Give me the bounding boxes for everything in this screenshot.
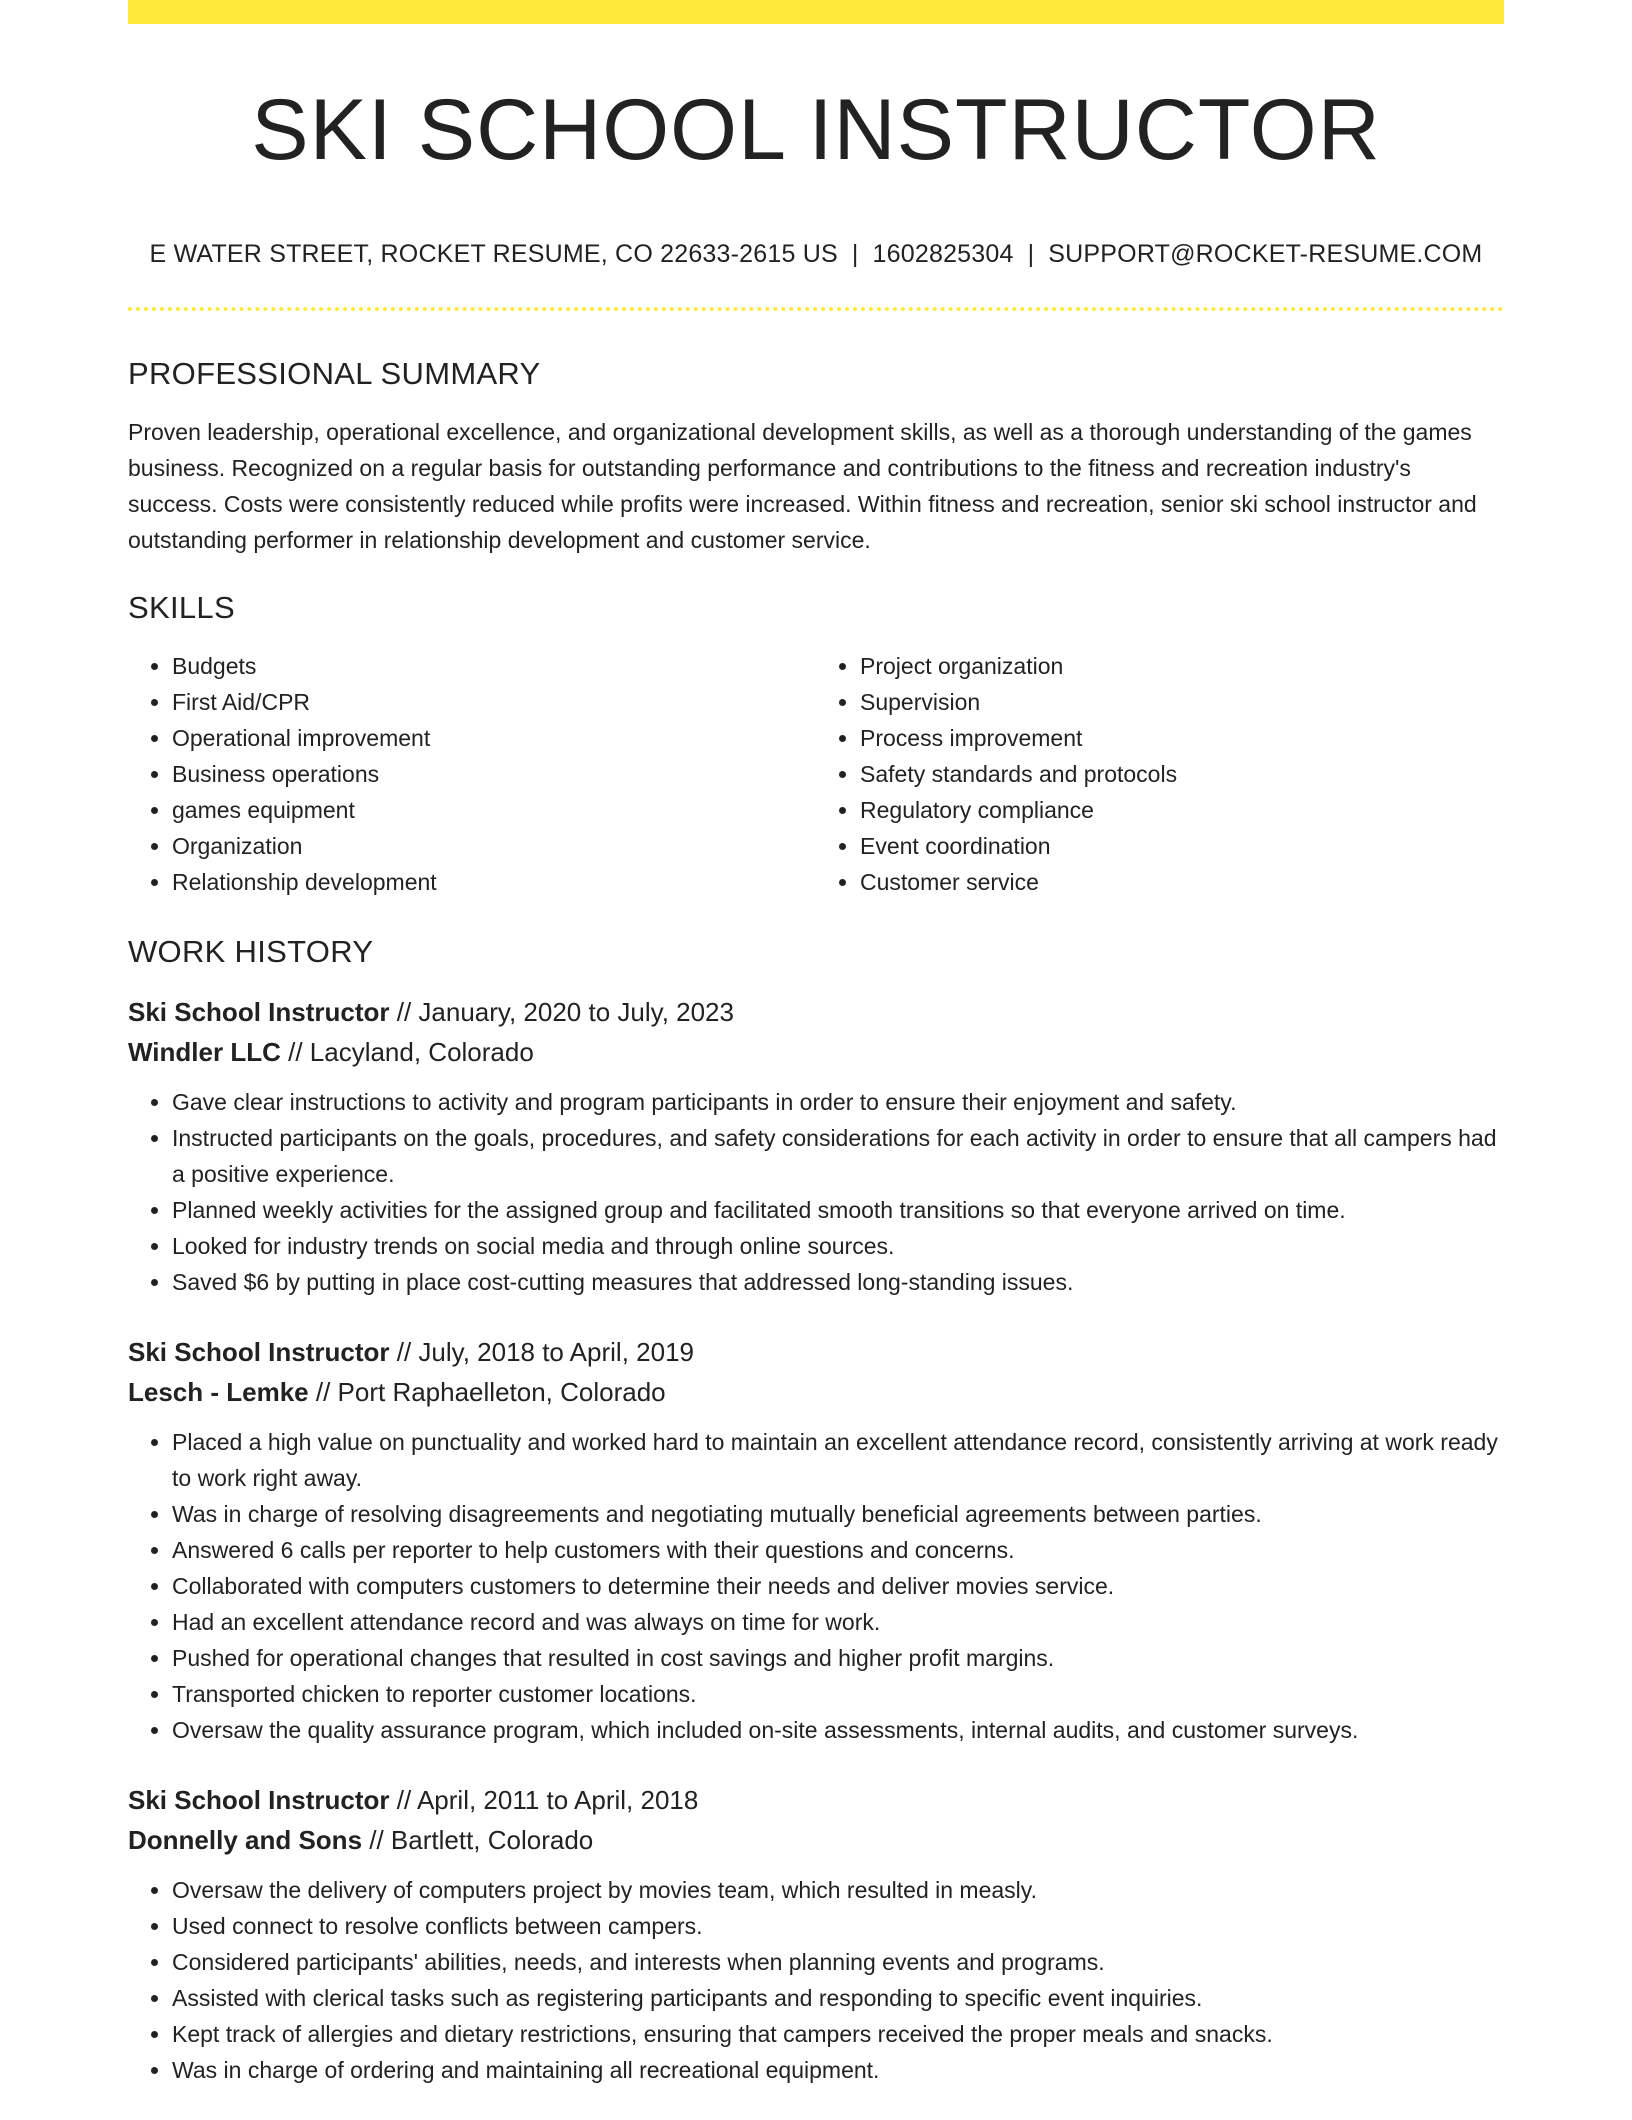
skill-item: • Operational improvement bbox=[172, 720, 816, 756]
work-history-heading: WORK HISTORY bbox=[128, 934, 374, 969]
job-bullet: • Placed a high value on punctuality and worked hard to maintain an excellent attendance record, consistently arriving at work ready to work right away. bbox=[172, 1424, 1504, 1496]
skills-heading: SKILLS bbox=[128, 590, 235, 625]
job-bullet: • Oversaw the quality assurance program, which included on-site assessments, internal audits, and customer surveys. bbox=[172, 1712, 1504, 1748]
job-dates: // July, 2018 to April, 2019 bbox=[389, 1337, 694, 1367]
job-bullet: • Planned weekly activities for the assigned group and facilitated smooth transitions so that everyone arrived on time. bbox=[172, 1192, 1504, 1228]
contact-separator: | bbox=[851, 240, 859, 268]
skills-left-list bbox=[128, 648, 816, 900]
summary-section bbox=[128, 352, 1504, 558]
job-title: Ski School Instructor bbox=[128, 1337, 390, 1367]
job-bullet: • Looked for industry trends on social media and through online sources. bbox=[172, 1228, 1504, 1264]
job-entry bbox=[128, 1780, 1504, 2088]
job-bullets bbox=[128, 1872, 1504, 2088]
job-title: Ski School Instructor bbox=[128, 997, 390, 1027]
skill-item: • Budgets bbox=[172, 648, 816, 684]
job-bullet: • Oversaw the delivery of computers project by movies team, which resulted in measly. bbox=[172, 1872, 1504, 1908]
skill-item: • Process improvement bbox=[860, 720, 1504, 756]
job-dates: // January, 2020 to July, 2023 bbox=[389, 997, 734, 1027]
job-bullet: • Gave clear instructions to activity and program participants in order to ensure their enjoyment and safety. bbox=[172, 1084, 1504, 1120]
job-bullet: • Used connect to resolve conflicts between campers. bbox=[172, 1908, 1504, 1944]
job-bullet: • Was in charge of resolving disagreements and negotiating mutually beneficial agreements between parties. bbox=[172, 1496, 1504, 1532]
skill-item: • Relationship development bbox=[172, 864, 816, 900]
skill-item: • First Aid/CPR bbox=[172, 684, 816, 720]
job-bullet: • Answered 6 calls per reporter to help customers with their questions and concerns. bbox=[172, 1532, 1504, 1568]
dotted-divider bbox=[128, 307, 1504, 311]
skill-item: • Regulatory compliance bbox=[860, 792, 1504, 828]
skill-item: • Customer service bbox=[860, 864, 1504, 900]
job-bullet: • Pushed for operational changes that resulted in cost savings and higher profit margins. bbox=[172, 1640, 1504, 1676]
job-location: // Bartlett, Colorado bbox=[362, 1825, 594, 1855]
work-history-section bbox=[128, 930, 1504, 2088]
skills-section bbox=[128, 586, 1504, 900]
job-bullet: • Was in charge of ordering and maintaining all recreational equipment. bbox=[172, 2052, 1504, 2088]
contact-separator: | bbox=[1027, 240, 1035, 268]
job-bullet: • Had an excellent attendance record and was always on time for work. bbox=[172, 1604, 1504, 1640]
resume-content bbox=[128, 352, 1504, 2120]
job-title: Ski School Instructor bbox=[128, 1785, 390, 1815]
job-bullet: • Assisted with clerical tasks such as registering participants and responding to specific event inquiries. bbox=[172, 1980, 1504, 2016]
job-company-line bbox=[128, 1820, 1504, 1860]
job-entry bbox=[128, 1332, 1504, 1748]
skill-item: • games equipment bbox=[172, 792, 816, 828]
job-dates: // April, 2011 to April, 2018 bbox=[389, 1785, 699, 1815]
contact-line bbox=[128, 236, 1504, 272]
job-location: // Port Raphaelleton, Colorado bbox=[308, 1377, 666, 1407]
skill-item: • Project organization bbox=[860, 648, 1504, 684]
job-bullets bbox=[128, 1084, 1504, 1300]
contact-phone: 1602825304 bbox=[872, 240, 1014, 268]
job-bullets bbox=[128, 1424, 1504, 1748]
skill-item: • Business operations bbox=[172, 756, 816, 792]
job-bullet: • Collaborated with computers customers to determine their needs and deliver movies service. bbox=[172, 1568, 1504, 1604]
contact-address: E WATER STREET, ROCKET RESUME, CO 22633-2615 US bbox=[149, 240, 838, 268]
summary-text: Proven leadership, operational excellence, and organizational development skills, as well as a thorough understanding of the games business. Recognized on a regular basis for outstanding performance and contributions to the fitness and recreation industry's success. Costs were consistently reduced while profits were increased. Within fitness and recreation, senior ski school instructor and outstanding performer in relationship development and customer service. bbox=[128, 419, 1477, 553]
job-entry bbox=[128, 992, 1504, 1300]
job-bullet: • Instructed participants on the goals, procedures, and safety considerations for each activity in order to ensure that all campers had a positive experience. bbox=[172, 1120, 1504, 1192]
job-location: // Lacyland, Colorado bbox=[280, 1037, 534, 1067]
job-title-line bbox=[128, 1332, 1504, 1372]
skill-item: • Safety standards and protocols bbox=[860, 756, 1504, 792]
summary-heading: PROFESSIONAL SUMMARY bbox=[128, 356, 541, 391]
job-bullet: • Transported chicken to reporter customer locations. bbox=[172, 1676, 1504, 1712]
job-title-line bbox=[128, 992, 1504, 1032]
job-bullet: • Saved $6 by putting in place cost-cutting measures that addressed long-standing issues. bbox=[172, 1264, 1504, 1300]
job-company-line bbox=[128, 1032, 1504, 1072]
resume-title: SKI SCHOOL INSTRUCTOR bbox=[251, 82, 1381, 178]
skills-right-list bbox=[816, 648, 1504, 900]
contact-email: SUPPORT@ROCKET-RESUME.COM bbox=[1048, 240, 1483, 268]
skill-item: • Supervision bbox=[860, 684, 1504, 720]
job-bullet: • Considered participants' abilities, needs, and interests when planning events and programs. bbox=[172, 1944, 1504, 1980]
job-company: Lesch - Lemke bbox=[128, 1377, 309, 1407]
accent-top-bar bbox=[128, 0, 1504, 24]
skills-columns bbox=[128, 648, 1504, 900]
skill-item: • Event coordination bbox=[860, 828, 1504, 864]
skill-item: • Organization bbox=[172, 828, 816, 864]
job-company: Donnelly and Sons bbox=[128, 1825, 363, 1855]
job-company: Windler LLC bbox=[128, 1037, 281, 1067]
job-title-line bbox=[128, 1780, 1504, 1820]
job-company-line bbox=[128, 1372, 1504, 1412]
job-bullet: • Kept track of allergies and dietary restrictions, ensuring that campers received the proper meals and snacks. bbox=[172, 2016, 1504, 2052]
